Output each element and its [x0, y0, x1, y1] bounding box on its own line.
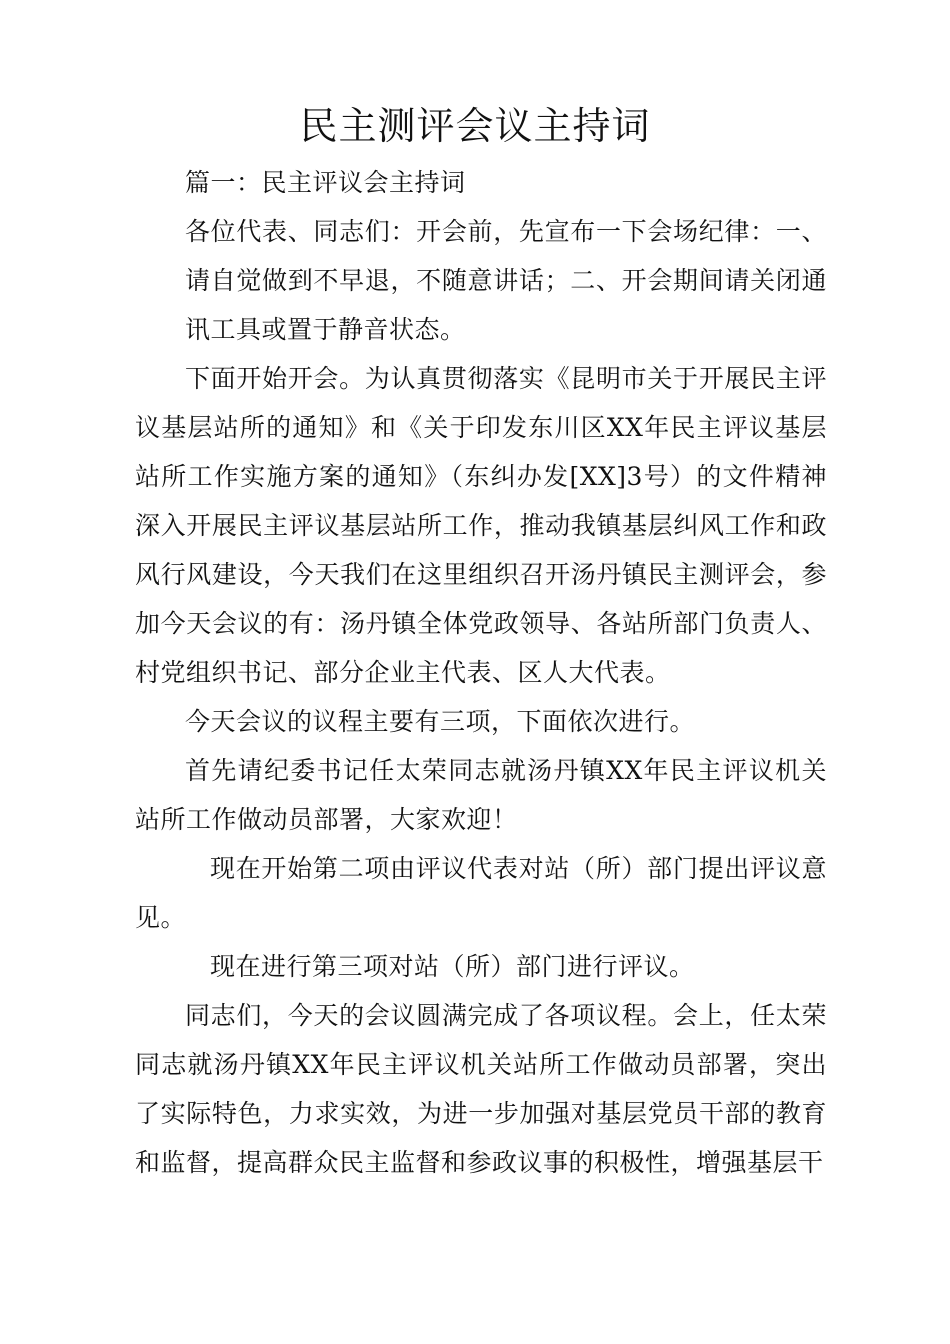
- paragraph-section-heading: 篇一：民主评议会主持词: [185, 168, 466, 197]
- paragraph-agenda: 今天会议的议程主要有三项，下面依次进行。: [185, 707, 696, 736]
- paragraph-closing: 同志们，今天的会议圆满完成了各项议程。会上，任太荣同志就汤丹镇XX年民主评议机关站所工作做动员部署，突出了实际特色，力求实效，为进一步加强对基层党员干部的教育和监督，提高群众民主监督和参政议事的积极性，增强基层干: [135, 1001, 827, 1177]
- paragraph-item-two: 现在开始第二项由评议代表对站（所）部门提出评议意见。: [135, 854, 827, 932]
- paragraph-meeting-opening: 下面开始开会。为认真贯彻落实《昆明市关于开展民主评议基层站所的通知》和《关于印发东川区XX年民主评议基层站所工作实施方案的通知》（东纠办发[XX]3号）的文件精神深入开展民主评议基层站所工作，推动我镇基层纠风工作和政风行风建设，今天我们在这里组织召开汤丹镇民主测评会，参加今天会议的有：汤丹镇全体党政领导、各站所部门负责人、村党组织书记、部分企业主代表、区人大代表。: [135, 364, 827, 687]
- document-title: 民主测评会议主持词: [299, 104, 651, 148]
- paragraph-item-three: 现在进行第三项对站（所）部门进行评议。: [210, 952, 695, 981]
- paragraph-item-one: 首先请纪委书记任太荣同志就汤丹镇XX年民主评议机关站所工作做动员部署，大家欢迎！: [135, 756, 827, 834]
- paragraph-meeting-rules: 各位代表、同志们：开会前，先宣布一下会场纪律：一、请自觉做到不早退，不随意讲话；二、开会期间请关闭通讯工具或置于静音状态。: [185, 217, 827, 344]
- document-body: [135, 158, 827, 1187]
